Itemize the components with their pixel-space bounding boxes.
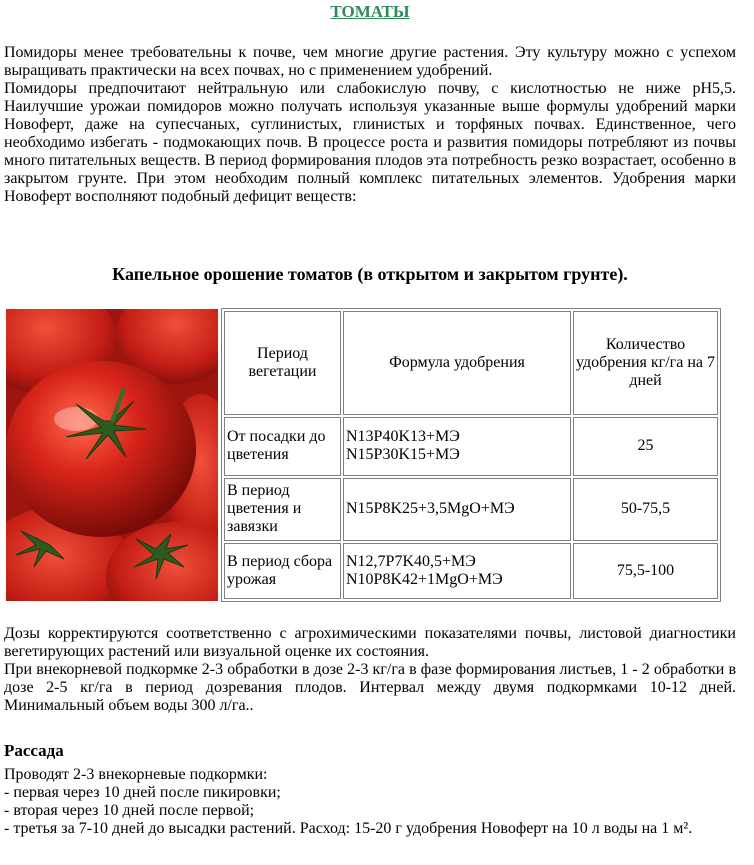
list-item: - третья за 7-10 дней до высадки растений. Расход: 15-20 г удобрения Новоферт на 10 л воды на 1 м². bbox=[4, 820, 693, 837]
header-cell: Количество удобрения кг/га на 7 дней bbox=[573, 311, 718, 415]
intro-text bbox=[4, 44, 736, 206]
list-item: - вторая через 10 дней после первой; bbox=[4, 802, 255, 819]
dosage-text bbox=[4, 625, 736, 715]
tomatoes-photo bbox=[6, 309, 218, 601]
table-header-row bbox=[224, 311, 718, 415]
table-row bbox=[224, 543, 718, 599]
period-cell: В период сбора урожая bbox=[224, 543, 341, 599]
amount-cell: 50-75,5 bbox=[573, 478, 718, 541]
header-cell: Формула удобрения bbox=[343, 311, 571, 415]
seedlings-list bbox=[4, 766, 736, 838]
header-cell: Период вегетации bbox=[224, 311, 341, 415]
fertilizer-table bbox=[221, 308, 721, 602]
formula-line: N10P8K42+1MgO+МЭ bbox=[346, 570, 503, 588]
intro-paragraph: Помидоры менее требовательны к почве, чем многие другие растения. Эту культуру можно с успехом выращивать практически на всех почвах, но с применением удобрений. bbox=[4, 44, 736, 79]
period-cell: От посадки до цветения bbox=[224, 417, 341, 476]
intro-paragraph: Помидоры предпочитают нейтральную или слабокислую почву, с кислотностью не ниже pH5,5. Наилучшие урожаи помидоров можно получать используя указанные выше формулы удобрений марки Новоферт, даже на супесчаных, суглинистых, глинистых и торфяных почвах. Единственное, чего необходимо избегать - подмокающих почв. В процессе роста и развития помидоры потребляют из почвы много питательных веществ. В период формирования плодов эта потребность резко возрастает, особенно в закрытом грунте. При этом необходим полный комплекс питательных элементов. Удобрения марки Новоферт восполняют подобный дефицит веществ: bbox=[4, 80, 736, 205]
formula-cell bbox=[343, 417, 571, 476]
formula-cell bbox=[343, 543, 571, 599]
formula-line: N13P40K13+МЭ bbox=[346, 428, 460, 446]
formula-line: N12,7P7K40,5+МЭ bbox=[346, 552, 476, 570]
list-item: - первая через 10 дней после пикировки; bbox=[4, 784, 281, 801]
dosage-paragraph: Дозы корректируются соответственно с агрохимическими показателями почвы, листовой диагностики вегетирующих растений или визуальной оценке их состояния. bbox=[4, 625, 736, 660]
formula-line: N15P30K15+МЭ bbox=[346, 446, 460, 464]
section-heading: Капельное орошение томатов (в открытом и закрытом грунте). bbox=[112, 264, 628, 284]
seedlings-heading: Рассада bbox=[4, 741, 64, 760]
amount-cell: 75,5-100 bbox=[573, 543, 718, 599]
table-row bbox=[224, 417, 718, 476]
amount-cell: 25 bbox=[573, 417, 718, 476]
formula-line: N15P8K25+3,5MgO+МЭ bbox=[346, 500, 515, 518]
table-row bbox=[224, 478, 718, 541]
formula-cell bbox=[343, 478, 571, 541]
period-cell: В период цветения и завязки bbox=[224, 478, 341, 541]
dosage-paragraph: При внекорневой подкормке 2-3 обработки в дозе 2-3 кг/га в фазе формирования листьев, 1 - 2 обработки в дозе 2-5 кг/га в период дозревания плодов. Интервал между двумя подкормками 10-12 дней. Минимальный объем воды 300 л/га.. bbox=[4, 661, 736, 714]
page-title: ТОМАТЫ bbox=[330, 2, 410, 21]
list-item: Проводят 2-3 внекорневые подкормки: bbox=[4, 766, 268, 783]
